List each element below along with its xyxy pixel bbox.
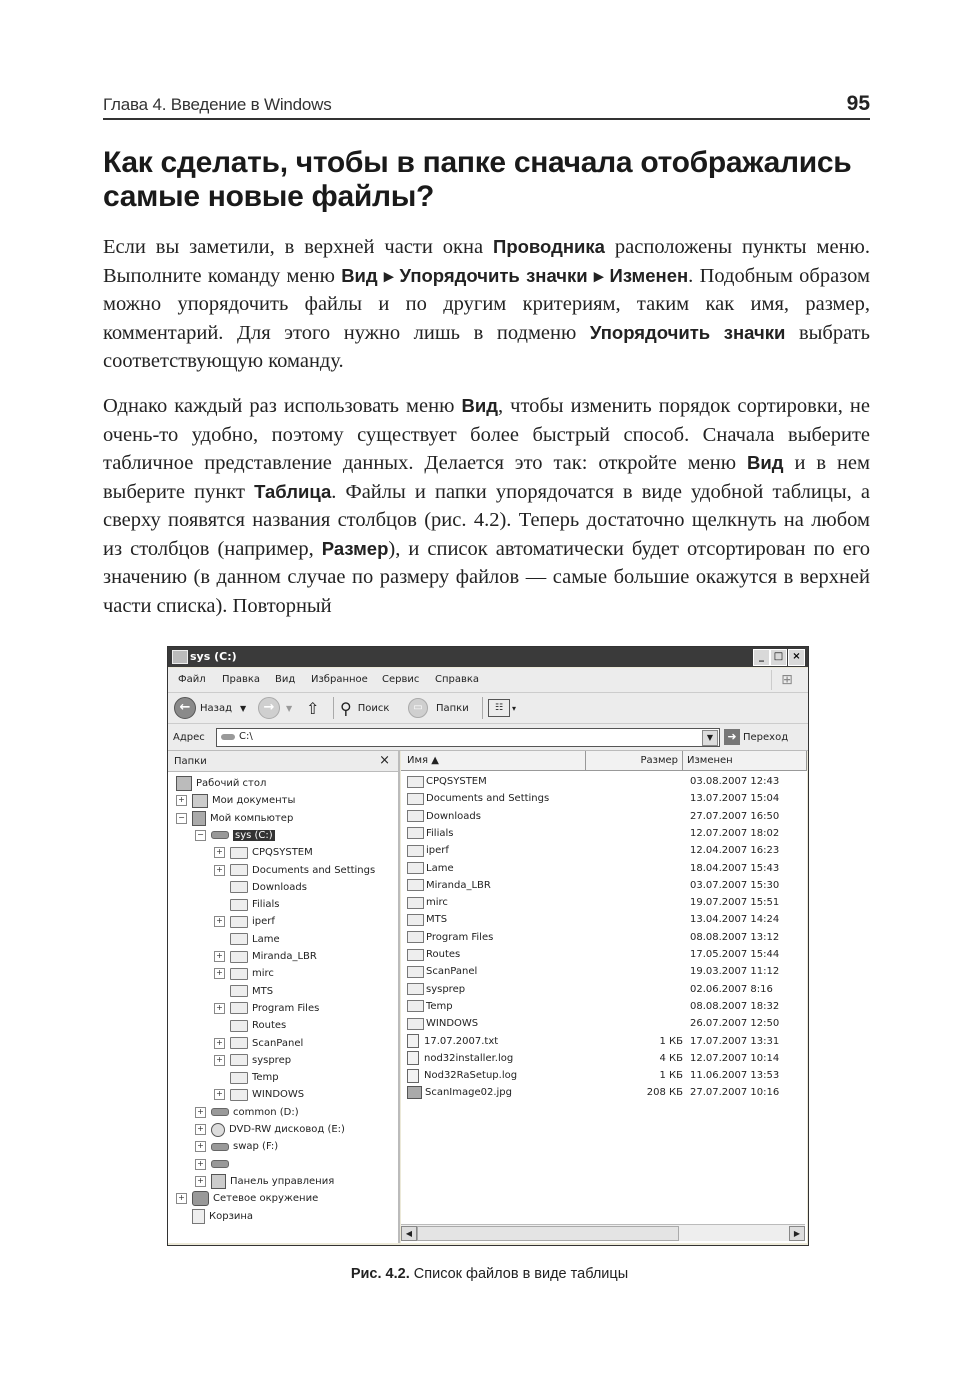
file-modified: 17.05.2007 15:44: [690, 949, 780, 960]
windows-logo-icon: ⊞: [771, 670, 802, 690]
expand-icon[interactable]: +: [214, 847, 225, 858]
docs-icon: [192, 794, 208, 808]
views-icon: ☷: [488, 699, 510, 717]
tree-item-label: Temp: [252, 1072, 279, 1084]
folder-icon: [407, 897, 424, 909]
file-size: 1 КБ: [659, 1070, 683, 1082]
file-modified: 11.06.2007 13:53: [690, 1070, 780, 1082]
text-run: и в нем выберите пункт: [103, 452, 870, 503]
folder-icon: [230, 951, 248, 963]
folder-icon: [230, 1054, 248, 1066]
file-name: mirc: [426, 897, 448, 909]
address-dropdown-button[interactable]: ▼: [702, 730, 718, 746]
spacer: [214, 986, 225, 997]
panel-icon: [211, 1174, 226, 1189]
folders-pane: [168, 751, 400, 1243]
scroll-thumb[interactable]: [417, 1226, 679, 1241]
tree-item[interactable]: [195, 1121, 345, 1138]
tree-item-label: WINDOWS: [252, 1089, 305, 1101]
running-header: [103, 92, 870, 120]
drive-icon: [211, 831, 229, 839]
tree-item-label: Filials: [252, 899, 280, 911]
folder-icon: [230, 968, 248, 980]
file-modified: 13.04.2007 14:24: [690, 914, 780, 926]
chapter-title: Глава 4. Введение в Windows: [103, 95, 332, 114]
folders-pane-title: Папки: [174, 756, 207, 767]
image-file-icon: [407, 1086, 422, 1099]
file-modified: 03.07.2007 15:30: [690, 879, 780, 891]
tree-item-label: DVD-RW дисковод (E:): [229, 1124, 345, 1135]
toolbar-divider: [333, 697, 334, 719]
forward-button[interactable]: [258, 697, 292, 719]
file-modified: 12.04.2007 16:23: [690, 845, 780, 857]
tree-item-label: Documents and Settings: [252, 864, 376, 876]
file-row[interactable]: [407, 773, 802, 790]
file-row[interactable]: [407, 1033, 802, 1050]
menu-file[interactable]: Файл: [178, 674, 206, 685]
file-modified: 13.07.2007 15:04: [690, 793, 780, 805]
folders-label: Папки: [436, 702, 469, 714]
folder-icon: [230, 881, 248, 893]
file-row[interactable]: [407, 929, 802, 946]
net-icon: [192, 1191, 209, 1206]
file-row[interactable]: [407, 946, 802, 963]
file-row[interactable]: [407, 808, 802, 825]
file-name: ScanImage02.jpg: [425, 1087, 513, 1099]
tree-item-label: Miranda_LBR: [252, 951, 317, 962]
text-run: расположены пункты меню. Выполните команду меню: [103, 236, 870, 287]
folder-icon: [230, 1002, 248, 1014]
tree-item-label: iperf: [252, 916, 275, 928]
text-run: . Подобным образом можно упорядочить файлы и по другим критериям, таким как имя, размер, комментарий. Для этого нужно лишь в подменю: [103, 264, 870, 344]
paragraph-2: [103, 392, 870, 620]
dropdown-arrow-icon[interactable]: ▼: [286, 703, 293, 713]
file-row[interactable]: [407, 825, 802, 842]
bold-term: Упорядочить значки: [589, 321, 786, 343]
collapse-icon[interactable]: −: [195, 830, 206, 841]
text-run: Однако каждый раз использовать меню: [103, 395, 462, 417]
tree-item[interactable]: [214, 1017, 286, 1034]
folder-icon: [407, 862, 424, 874]
tree-item-label: Downloads: [252, 881, 307, 893]
paragraph-1: [103, 233, 870, 376]
toolbar-divider: [482, 697, 483, 719]
file-row[interactable]: [407, 981, 802, 998]
text-file-icon: [407, 1051, 419, 1065]
maximize-button[interactable]: □: [770, 649, 787, 666]
forward-arrow-icon: →: [258, 697, 280, 719]
bold-term: Проводника: [493, 236, 605, 257]
tree-item-label: swap (F:): [233, 1141, 279, 1153]
folder-icon: [407, 810, 424, 822]
file-modified: 08.08.2007 13:12: [690, 931, 780, 943]
search-icon: ⚲: [340, 698, 352, 718]
tree-item[interactable]: [214, 1069, 279, 1086]
tree-item-label: Мой компьютер: [210, 812, 294, 824]
cd-icon: [211, 1123, 225, 1137]
folder-icon: [407, 914, 424, 926]
expand-icon[interactable]: +: [214, 916, 225, 927]
file-name: Lame: [426, 862, 454, 874]
file-row[interactable]: [407, 860, 802, 877]
go-arrow-icon: ➜: [724, 729, 740, 745]
folders-pane-header: [168, 751, 398, 772]
file-name: Routes: [426, 949, 461, 960]
file-name: Miranda_LBR: [426, 879, 491, 891]
file-modified: 12.07.2007 18:02: [690, 827, 780, 839]
bold-term: Вид ▸ Упорядочить значки ▸ Изменен: [341, 264, 689, 286]
file-name: Nod32RaSetup.log: [424, 1070, 518, 1082]
file-name: Temp: [426, 1000, 453, 1012]
file-name: sysprep: [426, 983, 466, 995]
menu-view[interactable]: Вид: [275, 674, 296, 685]
folder-icon: [172, 650, 188, 664]
tree-item[interactable]: [195, 1104, 299, 1121]
dropdown-arrow-icon: ▾: [512, 703, 517, 713]
figure-label: Рис. 4.2.: [350, 1266, 410, 1282]
desk-icon: [176, 776, 192, 791]
tree-item[interactable]: [214, 965, 274, 982]
bin-icon: [192, 1209, 205, 1224]
folder-icon: [407, 983, 424, 995]
file-row[interactable]: [407, 1067, 802, 1084]
folder-icon: [230, 1020, 248, 1032]
tree-item[interactable]: [214, 844, 313, 861]
expand-icon[interactable]: +: [195, 1159, 206, 1170]
file-name: iperf: [426, 845, 449, 857]
folder-icon: [407, 1000, 424, 1012]
text-run: . Файлы и папки упорядочатся в виде удобной таблицы, а сверху появятся названия столбцов (рис. 4.2). Теперь достаточно щелкнуть на любом из столбцов (например,: [103, 480, 870, 560]
tree-item-label: ScanPanel: [252, 1037, 304, 1049]
tree-item-label: mirc: [252, 968, 274, 980]
tree-item[interactable]: [214, 931, 280, 948]
tree-item[interactable]: [214, 1035, 303, 1052]
bold-term: Таблица: [254, 480, 332, 502]
spacer: [214, 1072, 225, 1083]
tree-item[interactable]: [195, 1156, 233, 1173]
address-input[interactable]: [216, 728, 720, 747]
tree-item-label: Мои документы: [212, 795, 296, 807]
text-run: ), и список автоматически будет отсортирован по его значению (в данном случае по размеру файлов — самые большие окажутся в верхней части списка). Повторный: [103, 537, 870, 617]
menu-help[interactable]: Справка: [435, 674, 480, 685]
page-number: 95: [846, 92, 870, 115]
address-label: Адрес: [173, 732, 205, 743]
tree-item[interactable]: [195, 1138, 278, 1155]
tree-item[interactable]: [214, 948, 317, 965]
file-name: 17.07.2007.txt: [424, 1035, 499, 1047]
collapse-icon[interactable]: −: [176, 813, 187, 824]
file-size: 1 КБ: [659, 1035, 683, 1047]
column-header-size[interactable]: Размер: [586, 751, 683, 771]
go-button[interactable]: [724, 728, 788, 746]
menu-tools[interactable]: Сервис: [382, 674, 420, 685]
tree-item-label: Рабочий стол: [196, 778, 267, 789]
file-row[interactable]: [407, 963, 802, 980]
tree-item-label: CPQSYSTEM: [252, 847, 313, 859]
folders-icon: ▭: [408, 698, 428, 718]
file-list: [401, 751, 807, 1243]
folder-icon: [230, 916, 248, 928]
file-modified: 19.03.2007 11:12: [690, 966, 780, 978]
drive-icon: [211, 1143, 229, 1151]
expand-icon[interactable]: +: [176, 795, 187, 806]
folder-icon: [230, 899, 248, 911]
text-run: выбрать соответствующую команду.: [103, 321, 870, 372]
spacer: [214, 1020, 225, 1031]
expand-icon[interactable]: +: [214, 1038, 225, 1049]
tree-item[interactable]: [214, 879, 307, 896]
tree-item-label: Program Files: [252, 1002, 320, 1014]
tree-item[interactable]: [214, 913, 275, 930]
dropdown-arrow-icon[interactable]: ▼: [240, 703, 247, 713]
tree-item-label: sysprep: [252, 1054, 292, 1066]
expand-icon[interactable]: +: [214, 968, 225, 979]
file-modified: 02.06.2007 8:16: [690, 983, 773, 995]
file-row[interactable]: [407, 1084, 802, 1101]
address-value: C:\: [239, 731, 253, 742]
scroll-right-button[interactable]: ▶: [789, 1226, 805, 1241]
folder-icon: [407, 845, 424, 857]
folder-icon: [230, 933, 248, 945]
tree-item[interactable]: [176, 792, 295, 809]
back-arrow-icon: ←: [174, 697, 196, 719]
file-modified: 12.07.2007 10:14: [690, 1052, 780, 1064]
folder-icon: [407, 1018, 424, 1030]
folder-icon: [407, 776, 424, 788]
menu-favorites[interactable]: Избранное: [311, 674, 368, 685]
text-file-icon: [407, 1069, 419, 1083]
text-run: , чтобы изменить порядок сортировки, не очень-то удобно, поэтому существует более быстрый способ. Сначала выберите табличное представление данных. Делается это так: откройте меню: [103, 395, 870, 474]
expand-icon[interactable]: +: [176, 1193, 187, 1204]
file-row[interactable]: [407, 1050, 802, 1067]
expand-icon[interactable]: +: [214, 865, 225, 876]
tree-item[interactable]: [214, 1086, 304, 1103]
expand-icon[interactable]: +: [214, 1089, 225, 1100]
file-row[interactable]: [407, 790, 802, 807]
expand-icon[interactable]: +: [195, 1176, 206, 1187]
tree-item[interactable]: [176, 1190, 318, 1207]
file-modified: 27.07.2007 10:16: [690, 1087, 780, 1099]
file-modified: 08.08.2007 18:32: [690, 1000, 780, 1012]
close-pane-icon[interactable]: ×: [379, 753, 390, 768]
file-modified: 17.07.2007 13:31: [690, 1035, 780, 1047]
close-button[interactable]: ×: [788, 649, 805, 666]
folders-button[interactable]: [408, 697, 469, 719]
tree-item-label: sys (C:): [235, 829, 273, 841]
tree-item-label: Routes: [252, 1020, 287, 1032]
column-header-name[interactable]: Имя ▲: [401, 751, 586, 771]
search-label: Поиск: [357, 702, 390, 714]
file-modified: 26.07.2007 12:50: [690, 1018, 780, 1030]
expand-icon[interactable]: +: [195, 1107, 206, 1118]
file-row[interactable]: [407, 894, 802, 911]
search-button[interactable]: [340, 697, 389, 719]
title-bar[interactable]: [168, 647, 808, 667]
file-name: ScanPanel: [426, 966, 478, 978]
bold-term: Размер: [321, 537, 389, 559]
folder-icon: [407, 949, 424, 961]
tree-item-label: common (D:): [233, 1106, 299, 1118]
file-modified: 03.08.2007 12:43: [690, 776, 780, 787]
tree-item[interactable]: [214, 1000, 319, 1017]
tree-item[interactable]: [214, 896, 279, 913]
drive-icon: [211, 1108, 229, 1116]
tree-item[interactable]: [176, 810, 293, 827]
file-row[interactable]: [407, 1015, 802, 1032]
menu-edit[interactable]: Правка: [222, 674, 261, 685]
window-title: sys (C:): [190, 650, 237, 663]
tree-item-label: Сетевое окружение: [213, 1193, 319, 1205]
folder-icon: [407, 966, 424, 978]
folder-icon: [230, 1072, 248, 1084]
file-size: 4 КБ: [659, 1052, 683, 1064]
folder-icon: [407, 827, 424, 839]
file-name: nod32installer.log: [424, 1052, 514, 1064]
file-name: WINDOWS: [426, 1018, 479, 1030]
tree-item[interactable]: [214, 862, 375, 879]
drive-icon: [221, 734, 235, 740]
tree-item-label: Lame: [252, 933, 280, 945]
bold-term: Вид: [747, 452, 784, 473]
back-button[interactable]: [174, 697, 246, 719]
expand-icon[interactable]: +: [195, 1124, 206, 1135]
folder-icon: [230, 1089, 248, 1101]
spacer: [176, 1211, 187, 1222]
menu-bar: [168, 668, 808, 693]
folder-icon: [230, 847, 248, 859]
folder-icon: [407, 793, 424, 805]
tree-item[interactable]: [176, 1208, 253, 1225]
up-arrow-icon: ⇧: [306, 698, 320, 718]
tree-item[interactable]: [214, 983, 273, 1000]
back-label: Назад: [200, 702, 233, 714]
up-folder-button[interactable]: [306, 697, 319, 719]
tree-item[interactable]: [214, 1052, 291, 1069]
text-run: Если вы заметили, в верхней части окна: [103, 236, 494, 258]
tree-item[interactable]: [195, 1173, 334, 1190]
drive-icon: [211, 1160, 229, 1168]
folder-icon: [230, 864, 248, 876]
expand-icon[interactable]: +: [214, 1003, 225, 1014]
text-file-icon: [407, 1034, 419, 1048]
expand-icon[interactable]: +: [214, 951, 225, 962]
spacer: [214, 899, 225, 910]
tree-item[interactable]: [195, 827, 275, 844]
tree-item-label: Корзина: [209, 1210, 254, 1222]
file-modified: 19.07.2007 15:51: [690, 897, 780, 909]
file-name: CPQSYSTEM: [426, 776, 487, 787]
spacer: [214, 934, 225, 945]
spacer: [214, 882, 225, 893]
tree-item-label: MTS: [252, 985, 274, 997]
folder-icon: [407, 879, 424, 891]
file-row[interactable]: [407, 911, 802, 928]
explorer-window: [167, 646, 809, 1246]
file-name: Filials: [426, 827, 454, 839]
file-name: Downloads: [426, 810, 481, 822]
pc-icon: [192, 811, 206, 826]
folder-icon: [407, 931, 424, 943]
standard-toolbar: [168, 693, 808, 724]
folder-icon: [230, 985, 248, 997]
file-modified: 27.07.2007 16:50: [690, 810, 780, 822]
tree-item[interactable]: [176, 775, 266, 792]
figure-caption-text: Список файлов в виде таблицы: [409, 1266, 629, 1282]
file-size: 208 КБ: [646, 1087, 683, 1099]
tree-item-label: Панель управления: [230, 1175, 335, 1187]
section-heading: Как сделать, чтобы в папке сначала отображались самые новые файлы?: [103, 146, 852, 213]
file-row[interactable]: [407, 842, 802, 859]
bold-term: Вид: [461, 395, 498, 416]
file-row[interactable]: [407, 877, 802, 894]
file-name: Documents and Settings: [426, 793, 550, 805]
figure-caption: [0, 1266, 979, 1282]
file-modified: 18.04.2007 15:43: [690, 862, 780, 874]
minimize-button[interactable]: _: [753, 649, 770, 666]
column-header-modified[interactable]: Изменен: [683, 751, 807, 771]
file-name: MTS: [426, 914, 448, 926]
scroll-left-button[interactable]: ◀: [401, 1226, 417, 1241]
horizontal-scrollbar[interactable]: [401, 1224, 805, 1241]
expand-icon[interactable]: +: [195, 1141, 206, 1152]
views-button[interactable]: [488, 697, 516, 719]
folder-icon: [230, 1037, 248, 1049]
file-name: Program Files: [426, 931, 494, 943]
address-bar: [168, 724, 808, 751]
file-row[interactable]: [407, 998, 802, 1015]
go-label: Переход: [743, 731, 789, 743]
expand-icon[interactable]: +: [214, 1055, 225, 1066]
